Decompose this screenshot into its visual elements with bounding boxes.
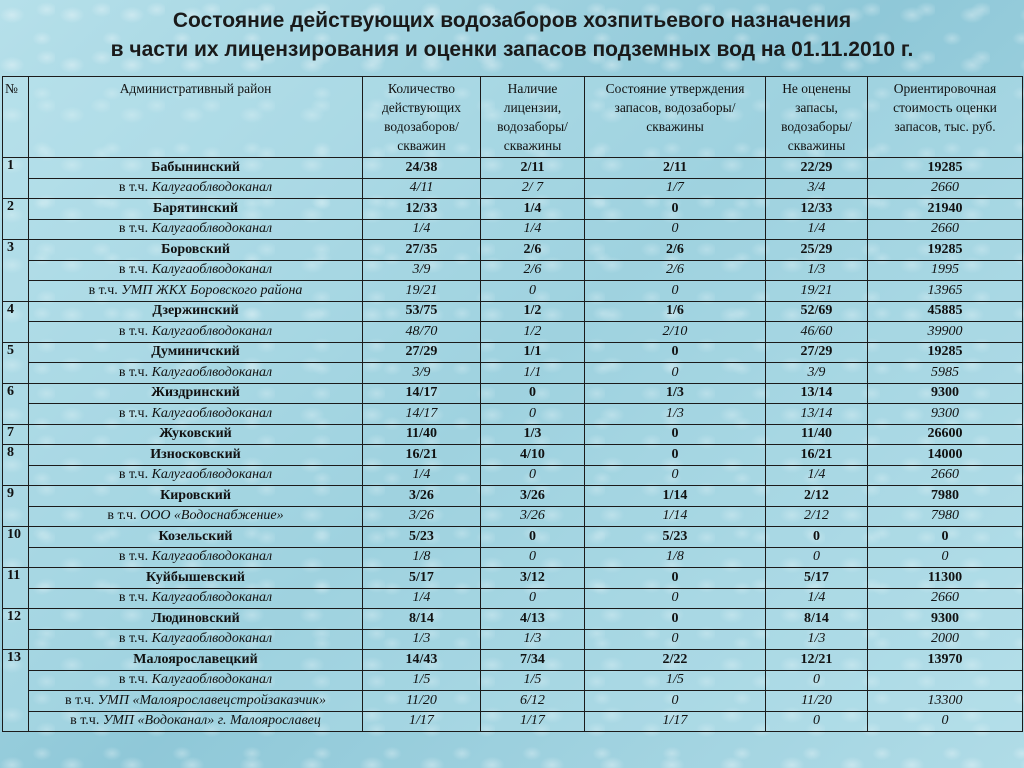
table-row <box>3 711 1023 732</box>
cell-license: 6/12 <box>481 691 585 712</box>
table-row <box>3 178 1023 199</box>
organization-name <box>29 219 363 240</box>
header-num: № <box>3 77 29 158</box>
including-prefix: в т.ч. <box>107 508 141 524</box>
cell-approval: 1/6 <box>585 301 766 322</box>
row-number: 1 <box>3 158 29 199</box>
cell-unassessed: 11/40 <box>766 424 868 445</box>
organization-label: Калугаоблводоканал <box>151 549 273 565</box>
including-prefix: в т.ч. <box>118 364 152 380</box>
table-row <box>3 383 1023 404</box>
organization-name <box>29 691 363 712</box>
cell-license: 0 <box>481 281 585 302</box>
table-row <box>3 199 1023 220</box>
organization-name <box>29 629 363 650</box>
cell-license: 1/2 <box>481 301 585 322</box>
cell-license: 2/6 <box>481 240 585 261</box>
cell-approval: 0 <box>585 588 766 609</box>
cell-approval: 2/11 <box>585 158 766 179</box>
organization-label: УМП ЖКХ Боровского района <box>121 282 303 298</box>
table-row <box>3 465 1023 486</box>
cell-count: 53/75 <box>363 301 481 322</box>
organization-name <box>29 322 363 343</box>
table-row <box>3 506 1023 527</box>
cell-count: 14/17 <box>363 404 481 425</box>
organization-label: Калугаоблводоканал <box>151 262 273 278</box>
cell-count: 1/5 <box>363 670 481 691</box>
cell-approval: 1/14 <box>585 486 766 507</box>
cell-approval: 2/22 <box>585 650 766 671</box>
cell-cost: 9300 <box>868 383 1023 404</box>
cell-license: 1/4 <box>481 199 585 220</box>
table-row <box>3 281 1023 302</box>
cell-cost: 2660 <box>868 178 1023 199</box>
organization-label: УМП «Малоярославецстройзаказчик» <box>97 692 326 708</box>
cell-unassessed: 5/17 <box>766 568 868 589</box>
table-row <box>3 568 1023 589</box>
cell-approval: 1/3 <box>585 383 766 404</box>
organization-name <box>29 260 363 281</box>
organization-name <box>29 404 363 425</box>
cell-unassessed: 13/14 <box>766 404 868 425</box>
cell-license: 0 <box>481 547 585 568</box>
table-row <box>3 424 1023 445</box>
cell-approval: 2/6 <box>585 240 766 261</box>
header-district: Административный район <box>29 77 363 158</box>
cell-cost: 2660 <box>868 465 1023 486</box>
district-name: Малоярославецкий <box>29 650 363 671</box>
row-number: 7 <box>3 424 29 445</box>
cell-cost: 2000 <box>868 629 1023 650</box>
cell-count: 11/20 <box>363 691 481 712</box>
organization-name <box>29 178 363 199</box>
cell-license: 1/5 <box>481 670 585 691</box>
cell-approval: 1/5 <box>585 670 766 691</box>
cell-count: 11/40 <box>363 424 481 445</box>
table-row <box>3 404 1023 425</box>
cell-cost: 45885 <box>868 301 1023 322</box>
cell-cost: 0 <box>868 711 1023 732</box>
cell-approval: 0 <box>585 609 766 630</box>
cell-unassessed: 11/20 <box>766 691 868 712</box>
cell-unassessed: 16/21 <box>766 445 868 466</box>
title-line-2: в части их лицензирования и оценки запасов подземных вод на 01.11.2010 г. <box>110 38 914 61</box>
cell-count: 1/4 <box>363 588 481 609</box>
table-row <box>3 301 1023 322</box>
header-unassessed: Не оценены запасы, водозаборы/ скважины <box>766 77 868 158</box>
cell-count: 4/11 <box>363 178 481 199</box>
cell-license: 2/6 <box>481 260 585 281</box>
cell-license: 2/ 7 <box>481 178 585 199</box>
cell-approval: 1/7 <box>585 178 766 199</box>
cell-approval: 2/6 <box>585 260 766 281</box>
cell-approval: 0 <box>585 445 766 466</box>
header-cost: Ориентировочная стоимость оценки запасов, тыс. руб. <box>868 77 1023 158</box>
row-number: 8 <box>3 445 29 486</box>
cell-cost: 26600 <box>868 424 1023 445</box>
cell-count: 27/29 <box>363 342 481 363</box>
cell-cost: 9300 <box>868 609 1023 630</box>
district-name: Износковский <box>29 445 363 466</box>
row-number: 11 <box>3 568 29 609</box>
water-intake-table <box>2 76 1023 732</box>
cell-count: 3/26 <box>363 506 481 527</box>
cell-count: 1/4 <box>363 219 481 240</box>
cell-approval: 0 <box>585 691 766 712</box>
including-prefix: в т.ч. <box>118 631 152 647</box>
cell-unassessed: 0 <box>766 547 868 568</box>
cell-count: 16/21 <box>363 445 481 466</box>
cell-approval: 0 <box>585 424 766 445</box>
cell-cost: 13970 <box>868 650 1023 671</box>
cell-count: 14/17 <box>363 383 481 404</box>
cell-count: 19/21 <box>363 281 481 302</box>
table-row <box>3 445 1023 466</box>
cell-approval: 1/8 <box>585 547 766 568</box>
cell-unassessed: 1/4 <box>766 219 868 240</box>
cell-unassessed: 8/14 <box>766 609 868 630</box>
cell-approval: 0 <box>585 568 766 589</box>
cell-unassessed: 0 <box>766 527 868 548</box>
cell-license: 1/1 <box>481 363 585 384</box>
cell-count: 27/35 <box>363 240 481 261</box>
district-name: Козельский <box>29 527 363 548</box>
including-prefix: в т.ч. <box>118 221 152 237</box>
including-prefix: в т.ч. <box>118 672 152 688</box>
table-row <box>3 486 1023 507</box>
cell-unassessed: 46/60 <box>766 322 868 343</box>
district-name: Дзержинский <box>29 301 363 322</box>
cell-license: 0 <box>481 404 585 425</box>
cell-cost: 1995 <box>868 260 1023 281</box>
district-name: Жуковский <box>29 424 363 445</box>
cell-license: 3/26 <box>481 486 585 507</box>
cell-cost: 7980 <box>868 506 1023 527</box>
row-number: 13 <box>3 650 29 732</box>
cell-cost: 7980 <box>868 486 1023 507</box>
including-prefix: в т.ч. <box>118 180 152 196</box>
cell-cost <box>868 670 1023 691</box>
cell-license: 3/26 <box>481 506 585 527</box>
cell-unassessed: 1/4 <box>766 465 868 486</box>
organization-label: Калугаоблводоканал <box>151 221 273 237</box>
cell-count: 5/17 <box>363 568 481 589</box>
district-name: Боровский <box>29 240 363 261</box>
cell-count: 1/4 <box>363 465 481 486</box>
cell-license: 1/3 <box>481 629 585 650</box>
row-number: 6 <box>3 383 29 424</box>
cell-count: 14/43 <box>363 650 481 671</box>
table-row <box>3 260 1023 281</box>
including-prefix: в т.ч. <box>118 590 152 606</box>
cell-unassessed: 27/29 <box>766 342 868 363</box>
district-name: Куйбышевский <box>29 568 363 589</box>
cell-license: 4/13 <box>481 609 585 630</box>
organization-label: Калугаоблводоканал <box>151 631 273 647</box>
cell-unassessed: 22/29 <box>766 158 868 179</box>
cell-cost: 2660 <box>868 588 1023 609</box>
including-prefix: в т.ч. <box>118 323 152 339</box>
cell-approval: 0 <box>585 342 766 363</box>
organization-name <box>29 588 363 609</box>
cell-cost: 39900 <box>868 322 1023 343</box>
cell-cost: 13965 <box>868 281 1023 302</box>
header-approval: Состояние утверждения запасов, водозаборы/ скважины <box>585 77 766 158</box>
including-prefix: в т.ч. <box>118 262 152 278</box>
cell-unassessed: 25/29 <box>766 240 868 261</box>
cell-license: 1/1 <box>481 342 585 363</box>
district-name: Кировский <box>29 486 363 507</box>
cell-cost: 11300 <box>868 568 1023 589</box>
row-number: 12 <box>3 609 29 650</box>
cell-license: 0 <box>481 465 585 486</box>
cell-unassessed: 13/14 <box>766 383 868 404</box>
cell-approval: 0 <box>585 465 766 486</box>
organization-label: Калугаоблводоканал <box>151 590 273 606</box>
cell-approval: 0 <box>585 219 766 240</box>
row-number: 3 <box>3 240 29 302</box>
table-row <box>3 527 1023 548</box>
cell-unassessed: 52/69 <box>766 301 868 322</box>
cell-license: 1/3 <box>481 424 585 445</box>
table-row <box>3 322 1023 343</box>
including-prefix: в т.ч. <box>70 713 103 729</box>
organization-label: Калугаоблводоканал <box>151 364 273 380</box>
table-row <box>3 158 1023 179</box>
page-title <box>0 6 1024 64</box>
organization-label: ООО «Водоснабжение» <box>140 508 284 524</box>
table-row <box>3 691 1023 712</box>
district-name: Людиновский <box>29 609 363 630</box>
cell-cost: 5985 <box>868 363 1023 384</box>
cell-unassessed: 19/21 <box>766 281 868 302</box>
cell-cost: 0 <box>868 547 1023 568</box>
cell-license: 1/4 <box>481 219 585 240</box>
cell-cost: 19285 <box>868 240 1023 261</box>
row-number: 9 <box>3 486 29 527</box>
cell-license: 1/17 <box>481 711 585 732</box>
cell-approval: 0 <box>585 629 766 650</box>
district-name: Барятинский <box>29 199 363 220</box>
district-name: Бабынинский <box>29 158 363 179</box>
cell-cost: 14000 <box>868 445 1023 466</box>
cell-cost: 19285 <box>868 342 1023 363</box>
organization-label: Калугаоблводоканал <box>151 405 273 421</box>
cell-approval: 0 <box>585 281 766 302</box>
cell-cost: 9300 <box>868 404 1023 425</box>
cell-cost: 19285 <box>868 158 1023 179</box>
cell-unassessed: 3/9 <box>766 363 868 384</box>
organization-label: Калугаоблводоканал <box>151 180 273 196</box>
cell-count: 24/38 <box>363 158 481 179</box>
table-body <box>3 158 1023 732</box>
cell-cost: 21940 <box>868 199 1023 220</box>
table-row <box>3 670 1023 691</box>
table-row <box>3 609 1023 630</box>
including-prefix: в т.ч. <box>118 405 152 421</box>
cell-approval: 1/17 <box>585 711 766 732</box>
organization-name <box>29 547 363 568</box>
cell-unassessed: 0 <box>766 711 868 732</box>
cell-unassessed: 1/3 <box>766 629 868 650</box>
cell-approval: 1/14 <box>585 506 766 527</box>
organization-label: Калугаоблводоканал <box>151 672 273 688</box>
cell-license: 3/12 <box>481 568 585 589</box>
cell-approval: 0 <box>585 363 766 384</box>
cell-unassessed: 12/33 <box>766 199 868 220</box>
cell-unassessed: 0 <box>766 670 868 691</box>
cell-cost: 13300 <box>868 691 1023 712</box>
table-row <box>3 588 1023 609</box>
table-row <box>3 650 1023 671</box>
district-name: Жиздринский <box>29 383 363 404</box>
organization-label: Калугаоблводоканал <box>151 467 273 483</box>
cell-unassessed: 3/4 <box>766 178 868 199</box>
cell-approval: 0 <box>585 199 766 220</box>
including-prefix: в т.ч. <box>118 467 152 483</box>
organization-name <box>29 670 363 691</box>
table-row <box>3 219 1023 240</box>
organization-label: Калугаоблводоканал <box>151 323 273 339</box>
cell-count: 3/9 <box>363 363 481 384</box>
organization-name <box>29 281 363 302</box>
cell-license: 7/34 <box>481 650 585 671</box>
including-prefix: в т.ч. <box>65 692 98 708</box>
row-number: 2 <box>3 199 29 240</box>
table-row <box>3 363 1023 384</box>
cell-license: 1/2 <box>481 322 585 343</box>
row-number: 5 <box>3 342 29 383</box>
table-row <box>3 547 1023 568</box>
header-row <box>3 77 1023 158</box>
cell-license: 0 <box>481 588 585 609</box>
cell-cost: 2660 <box>868 219 1023 240</box>
header-count: Количество действующих водозаборов/ скважин <box>363 77 481 158</box>
cell-approval: 2/10 <box>585 322 766 343</box>
organization-name <box>29 465 363 486</box>
cell-cost: 0 <box>868 527 1023 548</box>
row-number: 4 <box>3 301 29 342</box>
cell-approval: 1/3 <box>585 404 766 425</box>
organization-name <box>29 711 363 732</box>
table-row <box>3 240 1023 261</box>
row-number: 10 <box>3 527 29 568</box>
organization-name <box>29 363 363 384</box>
cell-count: 3/26 <box>363 486 481 507</box>
header-license: Наличие лицензии, водозаборы/ скважины <box>481 77 585 158</box>
cell-unassessed: 2/12 <box>766 486 868 507</box>
organization-label: УМП «Водоканал» г. Малоярославец <box>102 713 321 729</box>
table-row <box>3 342 1023 363</box>
cell-approval: 5/23 <box>585 527 766 548</box>
cell-unassessed: 1/4 <box>766 588 868 609</box>
including-prefix: в т.ч. <box>118 549 152 565</box>
cell-count: 8/14 <box>363 609 481 630</box>
cell-count: 1/17 <box>363 711 481 732</box>
cell-count: 12/33 <box>363 199 481 220</box>
including-prefix: в т.ч. <box>88 282 122 298</box>
cell-license: 0 <box>481 527 585 548</box>
cell-count: 48/70 <box>363 322 481 343</box>
cell-count: 3/9 <box>363 260 481 281</box>
cell-unassessed: 2/12 <box>766 506 868 527</box>
cell-unassessed: 12/21 <box>766 650 868 671</box>
organization-name <box>29 506 363 527</box>
district-name: Думиничский <box>29 342 363 363</box>
cell-license: 4/10 <box>481 445 585 466</box>
cell-count: 1/8 <box>363 547 481 568</box>
cell-license: 0 <box>481 383 585 404</box>
cell-count: 1/3 <box>363 629 481 650</box>
title-line-1: Состояние действующих водозаборов хозпитьевого назначения <box>172 9 852 32</box>
cell-unassessed: 1/3 <box>766 260 868 281</box>
cell-count: 5/23 <box>363 527 481 548</box>
table-row <box>3 629 1023 650</box>
cell-license: 2/11 <box>481 158 585 179</box>
